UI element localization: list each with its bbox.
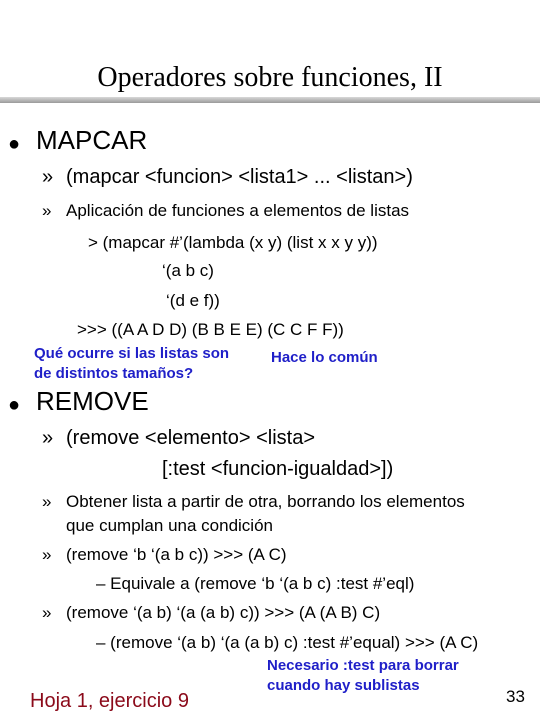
question-note: de distintos tamaños? (34, 365, 194, 382)
title-underline (0, 97, 540, 103)
bullet-icon: ● (8, 133, 21, 155)
exercise-reference: Hoja 1, ejercicio 9 (30, 690, 189, 712)
mapcar-example-line: ‘(d e f)) (166, 291, 220, 310)
remove-syntax-continuation: [:test <funcion-igualdad>]) (162, 458, 394, 480)
mapcar-syntax: (mapcar <funcion> <lista1> ... <listan>) (66, 166, 413, 188)
sub-marker: » (42, 545, 52, 564)
slide-title: Operadores sobre funciones, II (97, 62, 443, 93)
mapcar-heading: MAPCAR (36, 125, 148, 155)
sub-marker: » (42, 201, 52, 220)
mapcar-example-line: ‘(a b c) (162, 261, 214, 280)
remove-description-continuation: que cumplan una condición (66, 516, 273, 535)
mapcar-description: Aplicación de funciones a elementos de listas (66, 201, 410, 220)
sub-marker: » (42, 492, 52, 511)
sublist-note: Necesario :test para borrar (267, 657, 459, 674)
question-note: Qué ocurre si las listas son (34, 345, 230, 362)
remove-description: Obtener lista a partir de otra, borrando los elementos (66, 492, 465, 511)
sublist-note: cuando hay sublistas (267, 677, 420, 694)
sub-marker: » (42, 427, 54, 449)
remove-syntax: (remove <elemento> <lista> (66, 427, 316, 449)
bullet-icon: ● (8, 394, 21, 416)
remove-example-note: – Equivale a (remove ‘b ‘(a b c) :test #’eql) (96, 574, 415, 593)
mapcar-example-line: > (mapcar #’(lambda (x y) (list x x y y)) (88, 233, 378, 252)
remove-heading: REMOVE (36, 386, 149, 416)
mapcar-example-result: >>> ((A A D D) (B B E E) (C C F F)) (77, 320, 344, 339)
remove-example: (remove ‘(a b) ‘(a (a b) c)) >>> (A (A B) C) (66, 603, 381, 622)
sub-marker: » (42, 603, 52, 622)
remove-example-note: – (remove ‘(a b) ‘(a (a b) c) :test #’equal) >>> (A C) (96, 633, 479, 652)
sub-marker: » (42, 166, 54, 188)
page-number: 33 (506, 687, 525, 706)
answer-note: Hace lo común (271, 349, 378, 366)
remove-example: (remove ‘b ‘(a b c)) >>> (A C) (66, 545, 287, 564)
